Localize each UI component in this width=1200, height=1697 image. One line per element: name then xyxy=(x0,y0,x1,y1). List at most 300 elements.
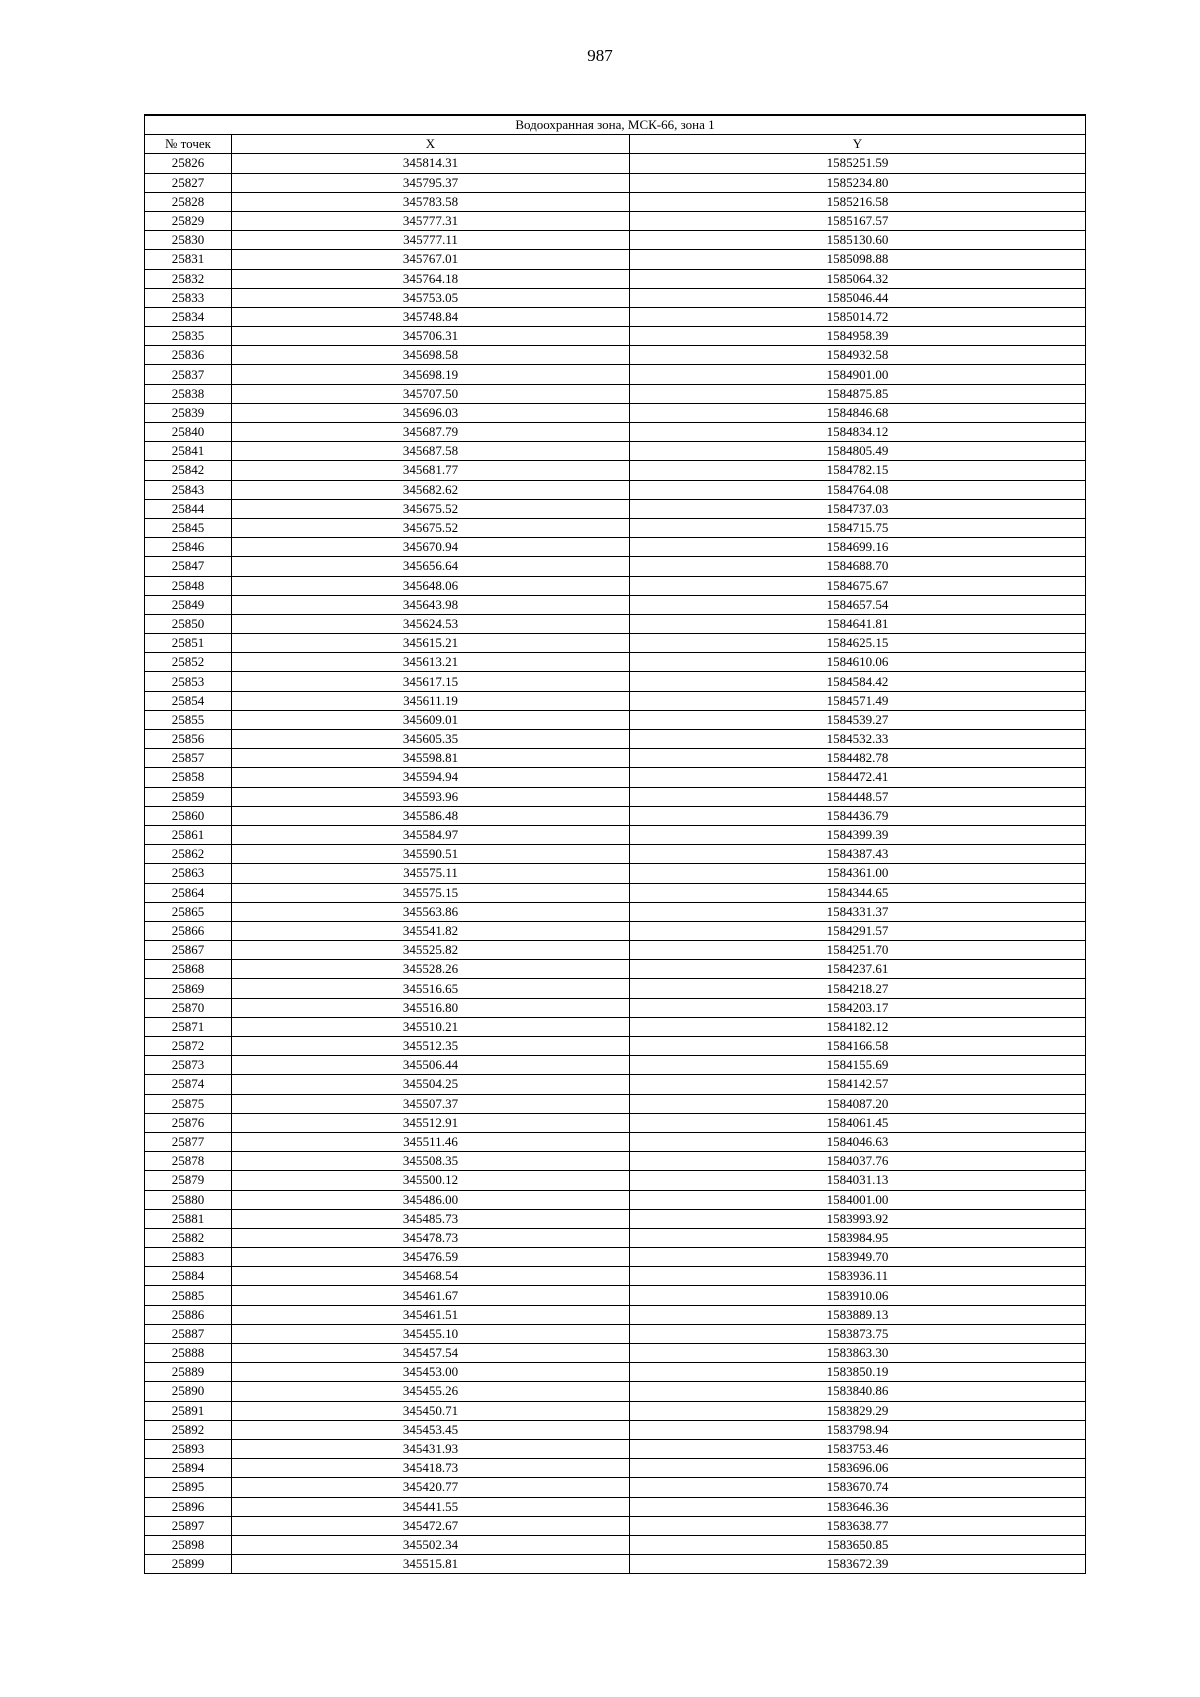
cell-point-number: 25839 xyxy=(145,403,232,422)
cell-y: 1584901.00 xyxy=(630,365,1086,384)
cell-y: 1584958.39 xyxy=(630,327,1086,346)
table-row xyxy=(145,499,1086,518)
cell-x: 345516.65 xyxy=(232,979,630,998)
table-row xyxy=(145,1401,1086,1420)
cell-point-number: 25878 xyxy=(145,1152,232,1171)
cell-point-number: 25842 xyxy=(145,461,232,480)
table-row xyxy=(145,288,1086,307)
cell-x: 345675.52 xyxy=(232,499,630,518)
cell-y: 1584737.03 xyxy=(630,499,1086,518)
cell-y: 1584699.16 xyxy=(630,538,1086,557)
cell-y: 1585216.58 xyxy=(630,192,1086,211)
cell-point-number: 25857 xyxy=(145,749,232,768)
cell-point-number: 25876 xyxy=(145,1113,232,1132)
table-title: Водоохранная зона, МСК-66, зона 1 xyxy=(145,115,1086,135)
cell-y: 1583829.29 xyxy=(630,1401,1086,1420)
cell-x: 345485.73 xyxy=(232,1209,630,1228)
cell-point-number: 25899 xyxy=(145,1555,232,1574)
cell-x: 345584.97 xyxy=(232,825,630,844)
cell-x: 345698.58 xyxy=(232,346,630,365)
table-row xyxy=(145,672,1086,691)
table-body xyxy=(145,154,1086,1574)
cell-y: 1584539.27 xyxy=(630,710,1086,729)
table-row xyxy=(145,538,1086,557)
cell-point-number: 25841 xyxy=(145,442,232,461)
cell-y: 1584061.45 xyxy=(630,1113,1086,1132)
cell-y: 1583949.70 xyxy=(630,1248,1086,1267)
cell-point-number: 25826 xyxy=(145,154,232,173)
cell-point-number: 25862 xyxy=(145,845,232,864)
table-row xyxy=(145,231,1086,250)
table-row xyxy=(145,480,1086,499)
table-row xyxy=(145,1516,1086,1535)
cell-x: 345455.10 xyxy=(232,1324,630,1343)
table-row xyxy=(145,710,1086,729)
table-row xyxy=(145,845,1086,864)
cell-y: 1584846.68 xyxy=(630,403,1086,422)
cell-point-number: 25894 xyxy=(145,1459,232,1478)
cell-point-number: 25856 xyxy=(145,730,232,749)
cell-y: 1583873.75 xyxy=(630,1324,1086,1343)
cell-x: 345450.71 xyxy=(232,1401,630,1420)
cell-y: 1584331.37 xyxy=(630,902,1086,921)
cell-x: 345670.94 xyxy=(232,538,630,557)
table-row xyxy=(145,595,1086,614)
cell-x: 345795.37 xyxy=(232,173,630,192)
cell-point-number: 25855 xyxy=(145,710,232,729)
cell-point-number: 25898 xyxy=(145,1535,232,1554)
cell-x: 345486.00 xyxy=(232,1190,630,1209)
cell-x: 345777.31 xyxy=(232,211,630,230)
table-row xyxy=(145,1286,1086,1305)
cell-y: 1584532.33 xyxy=(630,730,1086,749)
cell-y: 1585064.32 xyxy=(630,269,1086,288)
table-row xyxy=(145,250,1086,269)
cell-x: 345510.21 xyxy=(232,1017,630,1036)
cell-x: 345783.58 xyxy=(232,192,630,211)
cell-x: 345418.73 xyxy=(232,1459,630,1478)
cell-point-number: 25853 xyxy=(145,672,232,691)
cell-y: 1584482.78 xyxy=(630,749,1086,768)
cell-x: 345512.35 xyxy=(232,1037,630,1056)
cell-x: 345516.80 xyxy=(232,998,630,1017)
table-row xyxy=(145,1132,1086,1151)
cell-y: 1584251.70 xyxy=(630,941,1086,960)
cell-y: 1584344.65 xyxy=(630,883,1086,902)
cell-y: 1583638.77 xyxy=(630,1516,1086,1535)
cell-point-number: 25860 xyxy=(145,806,232,825)
cell-y: 1583672.39 xyxy=(630,1555,1086,1574)
cell-x: 345575.11 xyxy=(232,864,630,883)
cell-y: 1584657.54 xyxy=(630,595,1086,614)
cell-x: 345500.12 xyxy=(232,1171,630,1190)
cell-point-number: 25836 xyxy=(145,346,232,365)
cell-y: 1584584.42 xyxy=(630,672,1086,691)
cell-y: 1584155.69 xyxy=(630,1056,1086,1075)
cell-y: 1584875.85 xyxy=(630,384,1086,403)
cell-x: 345613.21 xyxy=(232,653,630,672)
cell-x: 345687.58 xyxy=(232,442,630,461)
cell-point-number: 25834 xyxy=(145,307,232,326)
cell-point-number: 25864 xyxy=(145,883,232,902)
cell-point-number: 25861 xyxy=(145,825,232,844)
table-row xyxy=(145,211,1086,230)
cell-y: 1584031.13 xyxy=(630,1171,1086,1190)
cell-y: 1584182.12 xyxy=(630,1017,1086,1036)
cell-point-number: 25892 xyxy=(145,1420,232,1439)
cell-x: 345431.93 xyxy=(232,1439,630,1458)
cell-y: 1584087.20 xyxy=(630,1094,1086,1113)
cell-x: 345528.26 xyxy=(232,960,630,979)
cell-y: 1584142.57 xyxy=(630,1075,1086,1094)
cell-x: 345453.00 xyxy=(232,1363,630,1382)
cell-y: 1584641.81 xyxy=(630,614,1086,633)
cell-y: 1584361.00 xyxy=(630,864,1086,883)
column-header-x: X xyxy=(232,135,630,154)
cell-point-number: 25843 xyxy=(145,480,232,499)
cell-point-number: 25851 xyxy=(145,634,232,653)
cell-y: 1583910.06 xyxy=(630,1286,1086,1305)
cell-y: 1584610.06 xyxy=(630,653,1086,672)
table-row xyxy=(145,1535,1086,1554)
cell-x: 345515.81 xyxy=(232,1555,630,1574)
cell-point-number: 25837 xyxy=(145,365,232,384)
cell-point-number: 25845 xyxy=(145,518,232,537)
table-row xyxy=(145,461,1086,480)
cell-point-number: 25829 xyxy=(145,211,232,230)
cell-x: 345767.01 xyxy=(232,250,630,269)
cell-point-number: 25873 xyxy=(145,1056,232,1075)
cell-y: 1583889.13 xyxy=(630,1305,1086,1324)
cell-point-number: 25888 xyxy=(145,1344,232,1363)
table-row xyxy=(145,1267,1086,1286)
cell-x: 345457.54 xyxy=(232,1344,630,1363)
table-row xyxy=(145,154,1086,173)
cell-x: 345525.82 xyxy=(232,941,630,960)
table-row xyxy=(145,806,1086,825)
cell-y: 1583650.85 xyxy=(630,1535,1086,1554)
table-row xyxy=(145,1075,1086,1094)
table-row xyxy=(145,1171,1086,1190)
cell-x: 345472.67 xyxy=(232,1516,630,1535)
table-row xyxy=(145,730,1086,749)
cell-x: 345682.62 xyxy=(232,480,630,499)
cell-point-number: 25889 xyxy=(145,1363,232,1382)
cell-y: 1584764.08 xyxy=(630,480,1086,499)
cell-y: 1584166.58 xyxy=(630,1037,1086,1056)
cell-point-number: 25854 xyxy=(145,691,232,710)
table-row xyxy=(145,979,1086,998)
cell-y: 1584448.57 xyxy=(630,787,1086,806)
table-row xyxy=(145,1056,1086,1075)
cell-x: 345698.19 xyxy=(232,365,630,384)
cell-x: 345764.18 xyxy=(232,269,630,288)
table-row xyxy=(145,1324,1086,1343)
column-header-point-number: № точек xyxy=(145,135,232,154)
table-row xyxy=(145,1420,1086,1439)
cell-x: 345617.15 xyxy=(232,672,630,691)
table-row xyxy=(145,442,1086,461)
table-row xyxy=(145,423,1086,442)
table-row xyxy=(145,614,1086,633)
cell-x: 345624.53 xyxy=(232,614,630,633)
cell-y: 1583696.06 xyxy=(630,1459,1086,1478)
cell-y: 1584625.15 xyxy=(630,634,1086,653)
table-row xyxy=(145,518,1086,537)
cell-point-number: 25877 xyxy=(145,1132,232,1151)
cell-x: 345598.81 xyxy=(232,749,630,768)
table-row xyxy=(145,1037,1086,1056)
cell-point-number: 25883 xyxy=(145,1248,232,1267)
cell-point-number: 25850 xyxy=(145,614,232,633)
cell-x: 345696.03 xyxy=(232,403,630,422)
cell-point-number: 25852 xyxy=(145,653,232,672)
table-row xyxy=(145,173,1086,192)
cell-x: 345455.26 xyxy=(232,1382,630,1401)
cell-point-number: 25848 xyxy=(145,576,232,595)
cell-point-number: 25891 xyxy=(145,1401,232,1420)
cell-point-number: 25847 xyxy=(145,557,232,576)
cell-y: 1584237.61 xyxy=(630,960,1086,979)
table-row xyxy=(145,691,1086,710)
cell-x: 345575.15 xyxy=(232,883,630,902)
table-row xyxy=(145,1152,1086,1171)
cell-x: 345508.35 xyxy=(232,1152,630,1171)
table-row xyxy=(145,749,1086,768)
cell-point-number: 25872 xyxy=(145,1037,232,1056)
cell-y: 1583840.86 xyxy=(630,1382,1086,1401)
cell-y: 1583753.46 xyxy=(630,1439,1086,1458)
cell-point-number: 25835 xyxy=(145,327,232,346)
cell-y: 1584834.12 xyxy=(630,423,1086,442)
cell-x: 345541.82 xyxy=(232,921,630,940)
table-title-row xyxy=(145,115,1086,135)
cell-point-number: 25874 xyxy=(145,1075,232,1094)
cell-y: 1583936.11 xyxy=(630,1267,1086,1286)
cell-y: 1584387.43 xyxy=(630,845,1086,864)
cell-y: 1583798.94 xyxy=(630,1420,1086,1439)
cell-x: 345511.46 xyxy=(232,1132,630,1151)
cell-y: 1584571.49 xyxy=(630,691,1086,710)
table-row xyxy=(145,634,1086,653)
table-row xyxy=(145,1305,1086,1324)
table-row xyxy=(145,1439,1086,1458)
cell-y: 1584001.00 xyxy=(630,1190,1086,1209)
table-row xyxy=(145,1344,1086,1363)
cell-point-number: 25884 xyxy=(145,1267,232,1286)
cell-point-number: 25897 xyxy=(145,1516,232,1535)
table-row xyxy=(145,192,1086,211)
table-row xyxy=(145,1248,1086,1267)
cell-y: 1584715.75 xyxy=(630,518,1086,537)
cell-y: 1583850.19 xyxy=(630,1363,1086,1382)
cell-x: 345609.01 xyxy=(232,710,630,729)
cell-point-number: 25833 xyxy=(145,288,232,307)
cell-point-number: 25895 xyxy=(145,1478,232,1497)
cell-point-number: 25880 xyxy=(145,1190,232,1209)
table-row xyxy=(145,1094,1086,1113)
table-row xyxy=(145,1228,1086,1247)
coordinates-table xyxy=(144,114,1086,1574)
column-header-y: Y xyxy=(630,135,1086,154)
table-row xyxy=(145,403,1086,422)
table-row xyxy=(145,1190,1086,1209)
cell-x: 345648.06 xyxy=(232,576,630,595)
cell-x: 345502.34 xyxy=(232,1535,630,1554)
cell-y: 1585251.59 xyxy=(630,154,1086,173)
cell-y: 1585014.72 xyxy=(630,307,1086,326)
table-row xyxy=(145,365,1086,384)
cell-y: 1585234.80 xyxy=(630,173,1086,192)
cell-x: 345814.31 xyxy=(232,154,630,173)
table-row xyxy=(145,1209,1086,1228)
table-row xyxy=(145,902,1086,921)
cell-x: 345420.77 xyxy=(232,1478,630,1497)
table-row xyxy=(145,998,1086,1017)
cell-x: 345706.31 xyxy=(232,327,630,346)
cell-x: 345593.96 xyxy=(232,787,630,806)
cell-x: 345594.94 xyxy=(232,768,630,787)
cell-point-number: 25849 xyxy=(145,595,232,614)
table-row xyxy=(145,864,1086,883)
cell-x: 345681.77 xyxy=(232,461,630,480)
cell-point-number: 25828 xyxy=(145,192,232,211)
cell-point-number: 25830 xyxy=(145,231,232,250)
cell-point-number: 25885 xyxy=(145,1286,232,1305)
cell-x: 345675.52 xyxy=(232,518,630,537)
table-row xyxy=(145,1363,1086,1382)
cell-point-number: 25881 xyxy=(145,1209,232,1228)
cell-x: 345586.48 xyxy=(232,806,630,825)
page-number: 987 xyxy=(587,46,613,65)
table-row xyxy=(145,1459,1086,1478)
cell-point-number: 25890 xyxy=(145,1382,232,1401)
table-row xyxy=(145,327,1086,346)
table-row xyxy=(145,1497,1086,1516)
cell-x: 345590.51 xyxy=(232,845,630,864)
table-row xyxy=(145,960,1086,979)
table-row xyxy=(145,787,1086,806)
table-row xyxy=(145,1382,1086,1401)
cell-y: 1583646.36 xyxy=(630,1497,1086,1516)
cell-x: 345611.19 xyxy=(232,691,630,710)
cell-y: 1584782.15 xyxy=(630,461,1086,480)
cell-y: 1584037.76 xyxy=(630,1152,1086,1171)
table-row xyxy=(145,269,1086,288)
table-row xyxy=(145,941,1086,960)
cell-y: 1584805.49 xyxy=(630,442,1086,461)
cell-y: 1584472.41 xyxy=(630,768,1086,787)
cell-y: 1584291.57 xyxy=(630,921,1086,940)
cell-x: 345461.51 xyxy=(232,1305,630,1324)
cell-point-number: 25868 xyxy=(145,960,232,979)
cell-point-number: 25867 xyxy=(145,941,232,960)
cell-x: 345687.79 xyxy=(232,423,630,442)
cell-x: 345707.50 xyxy=(232,384,630,403)
table-row xyxy=(145,1478,1086,1497)
cell-point-number: 25865 xyxy=(145,902,232,921)
cell-x: 345512.91 xyxy=(232,1113,630,1132)
cell-x: 345605.35 xyxy=(232,730,630,749)
cell-point-number: 25866 xyxy=(145,921,232,940)
cell-point-number: 25863 xyxy=(145,864,232,883)
cell-y: 1584046.63 xyxy=(630,1132,1086,1151)
cell-point-number: 25846 xyxy=(145,538,232,557)
cell-point-number: 25871 xyxy=(145,1017,232,1036)
table-row xyxy=(145,1017,1086,1036)
cell-point-number: 25832 xyxy=(145,269,232,288)
cell-x: 345753.05 xyxy=(232,288,630,307)
cell-x: 345615.21 xyxy=(232,634,630,653)
cell-x: 345468.54 xyxy=(232,1267,630,1286)
cell-y: 1584218.27 xyxy=(630,979,1086,998)
table-row xyxy=(145,384,1086,403)
cell-y: 1583670.74 xyxy=(630,1478,1086,1497)
table-row xyxy=(145,346,1086,365)
cell-point-number: 25844 xyxy=(145,499,232,518)
table-row xyxy=(145,825,1086,844)
cell-y: 1584675.67 xyxy=(630,576,1086,595)
cell-y: 1584399.39 xyxy=(630,825,1086,844)
cell-y: 1583984.95 xyxy=(630,1228,1086,1247)
cell-point-number: 25870 xyxy=(145,998,232,1017)
cell-x: 345461.67 xyxy=(232,1286,630,1305)
cell-x: 345643.98 xyxy=(232,595,630,614)
cell-point-number: 25859 xyxy=(145,787,232,806)
cell-y: 1585130.60 xyxy=(630,231,1086,250)
cell-x: 345777.11 xyxy=(232,231,630,250)
cell-y: 1585046.44 xyxy=(630,288,1086,307)
cell-x: 345504.25 xyxy=(232,1075,630,1094)
cell-point-number: 25840 xyxy=(145,423,232,442)
cell-x: 345441.55 xyxy=(232,1497,630,1516)
table-row xyxy=(145,883,1086,902)
cell-point-number: 25827 xyxy=(145,173,232,192)
cell-y: 1583863.30 xyxy=(630,1344,1086,1363)
table-row xyxy=(145,653,1086,672)
cell-y: 1583993.92 xyxy=(630,1209,1086,1228)
cell-y: 1585167.57 xyxy=(630,211,1086,230)
cell-point-number: 25886 xyxy=(145,1305,232,1324)
cell-x: 345563.86 xyxy=(232,902,630,921)
table-row xyxy=(145,1555,1086,1574)
cell-x: 345656.64 xyxy=(232,557,630,576)
cell-x: 345478.73 xyxy=(232,1228,630,1247)
cell-x: 345507.37 xyxy=(232,1094,630,1113)
cell-point-number: 25879 xyxy=(145,1171,232,1190)
cell-x: 345476.59 xyxy=(232,1248,630,1267)
table-row xyxy=(145,921,1086,940)
cell-y: 1584688.70 xyxy=(630,557,1086,576)
cell-y: 1585098.88 xyxy=(630,250,1086,269)
cell-point-number: 25875 xyxy=(145,1094,232,1113)
table-row xyxy=(145,576,1086,595)
table-row xyxy=(145,1113,1086,1132)
cell-y: 1584203.17 xyxy=(630,998,1086,1017)
cell-point-number: 25838 xyxy=(145,384,232,403)
cell-point-number: 25896 xyxy=(145,1497,232,1516)
cell-x: 345453.45 xyxy=(232,1420,630,1439)
cell-point-number: 25869 xyxy=(145,979,232,998)
cell-point-number: 25882 xyxy=(145,1228,232,1247)
cell-point-number: 25887 xyxy=(145,1324,232,1343)
cell-point-number: 25858 xyxy=(145,768,232,787)
cell-x: 345506.44 xyxy=(232,1056,630,1075)
cell-point-number: 25893 xyxy=(145,1439,232,1458)
table-row xyxy=(145,557,1086,576)
table-header-row xyxy=(145,135,1086,154)
cell-x: 345748.84 xyxy=(232,307,630,326)
